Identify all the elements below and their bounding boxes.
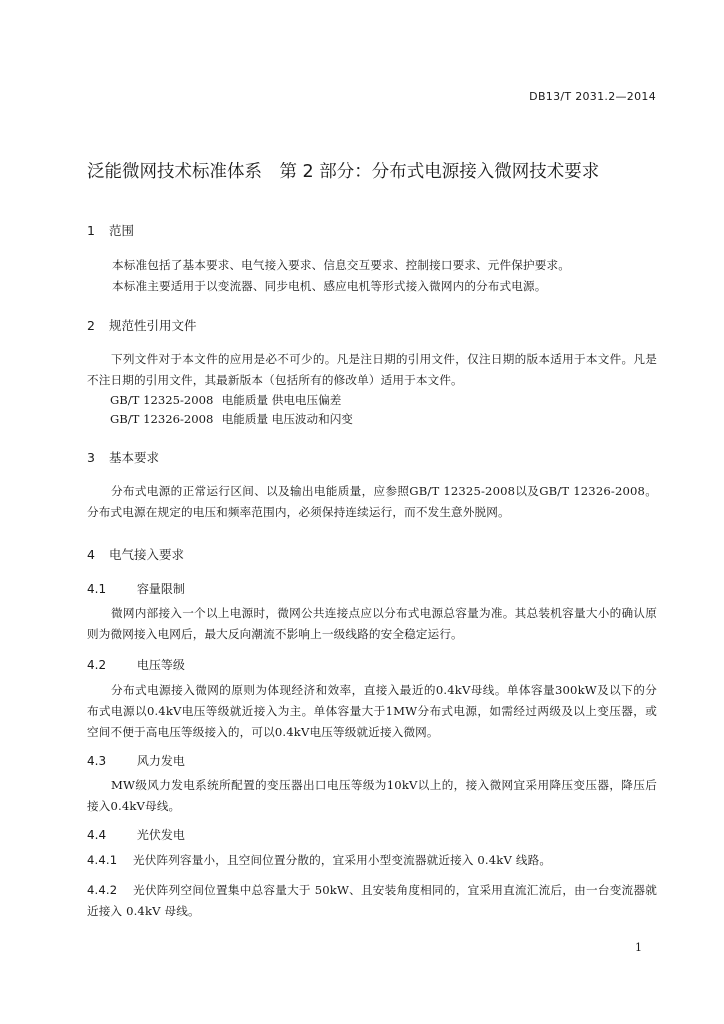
section-2-heading	[87, 316, 197, 334]
clause-4-4-2	[87, 880, 657, 922]
document-title: 泛能微网技术标准体系 第 2 部分：分布式电源接入微网技术要求	[87, 162, 600, 182]
subsection-title: 风力发电	[136, 754, 185, 768]
wind-power-paragraph: MW级风力发电系统所配置的变压器出口电压等级为10kV以上的，接入微网宜采用降压变压器，降压后接入0.4kV母线。	[87, 778, 657, 813]
section-number: 4	[87, 547, 95, 562]
reference-standard: GB/T 12326-2008	[110, 412, 214, 426]
clause-text: 光伏阵列空间位置集中总容量大于 50kW、且安装角度相同的，宜采用直流汇流后，由一台变流器就近接入 0.4kV 母线。	[87, 883, 657, 918]
section-title: 电气接入要求	[108, 547, 184, 562]
subsection-number: 4.3	[87, 754, 107, 768]
section-3-heading	[87, 448, 159, 466]
section-title: 基本要求	[108, 450, 159, 465]
section-4-heading	[87, 545, 184, 563]
capacity-limit-paragraph: 微网内部接入一个以上电源时，微网公共连接点应以分布式电源总容量为准。其总装机容量大小的确认原则为微网接入电网后，最大反向潮流不影响上一级线路的安全稳定运行。	[87, 606, 657, 641]
subsection-title: 电压等级	[136, 658, 185, 672]
reference-standard: GB/T 12325-2008	[110, 393, 214, 407]
normative-references-paragraph: 下列文件对于本文件的应用是必不可少的。凡是注日期的引用文件，仅注日期的版本适用于本文件。凡是不注日期的引用文件，其最新版本（包括所有的修改单）适用于本文件。	[87, 352, 657, 387]
reference-item	[110, 392, 341, 408]
section-title: 规范性引用文件	[108, 318, 197, 333]
page-number: 1	[635, 941, 642, 954]
reference-name: 电能质量 电压波动和闪变	[221, 412, 353, 426]
subsection-number: 4.4	[87, 828, 107, 842]
reference-name: 电能质量 供电电压偏差	[221, 393, 342, 407]
section-4-2-heading	[87, 656, 185, 673]
section-4-4-heading	[87, 826, 185, 843]
subsection-number: 4.1	[87, 582, 107, 596]
clause-4-4-1	[87, 850, 657, 871]
voltage-level-paragraph: 分布式电源接入微网的原则为体现经济和效率，直接入最近的0.4kV母线。单体容量300kW及以下的分布式电源以0.4kV电压等级就近接入为主。单体容量大于1MW分布式电源，如需经过两级及以上变压器，或空间不便于高电压等级接入的，可以0.4kV电压等级就近接入微网。	[87, 683, 657, 739]
subsection-title: 容量限制	[136, 582, 185, 596]
subsection-title: 光伏发电	[136, 828, 185, 842]
subsection-number: 4.2	[87, 658, 107, 672]
section-4-1-heading	[87, 580, 185, 597]
standard-code: DB13/T 2031.2—2014	[529, 90, 656, 103]
section-title: 范围	[108, 223, 134, 238]
basic-requirements-paragraph: 分布式电源的正常运行区间、以及输出电能质量，应参照GB/T 12325-2008以及GB/T 12326-2008。分布式电源在规定的电压和频率范围内，必须保持连续运行，而不发生意外脱网。	[87, 484, 657, 519]
reference-item	[110, 411, 353, 427]
section-number: 2	[87, 318, 95, 333]
clause-text: 光伏阵列容量小，且空间位置分散的，宜采用小型变流器就近接入 0.4kV 线路。	[133, 853, 552, 867]
scope-line-2: 本标准主要适用于以变流器、同步电机、感应电机等形式接入微网内的分布式电源。	[112, 279, 547, 293]
clause-number: 4.4.1	[87, 853, 118, 867]
section-4-3-heading	[87, 752, 185, 769]
clause-number: 4.4.2	[87, 883, 118, 897]
scope-line-1: 本标准包括了基本要求、电气接入要求、信息交互要求、控制接口要求、元件保护要求。	[112, 258, 571, 272]
section-1-heading	[87, 221, 134, 239]
section-number: 3	[87, 450, 95, 465]
section-number: 1	[87, 223, 95, 238]
